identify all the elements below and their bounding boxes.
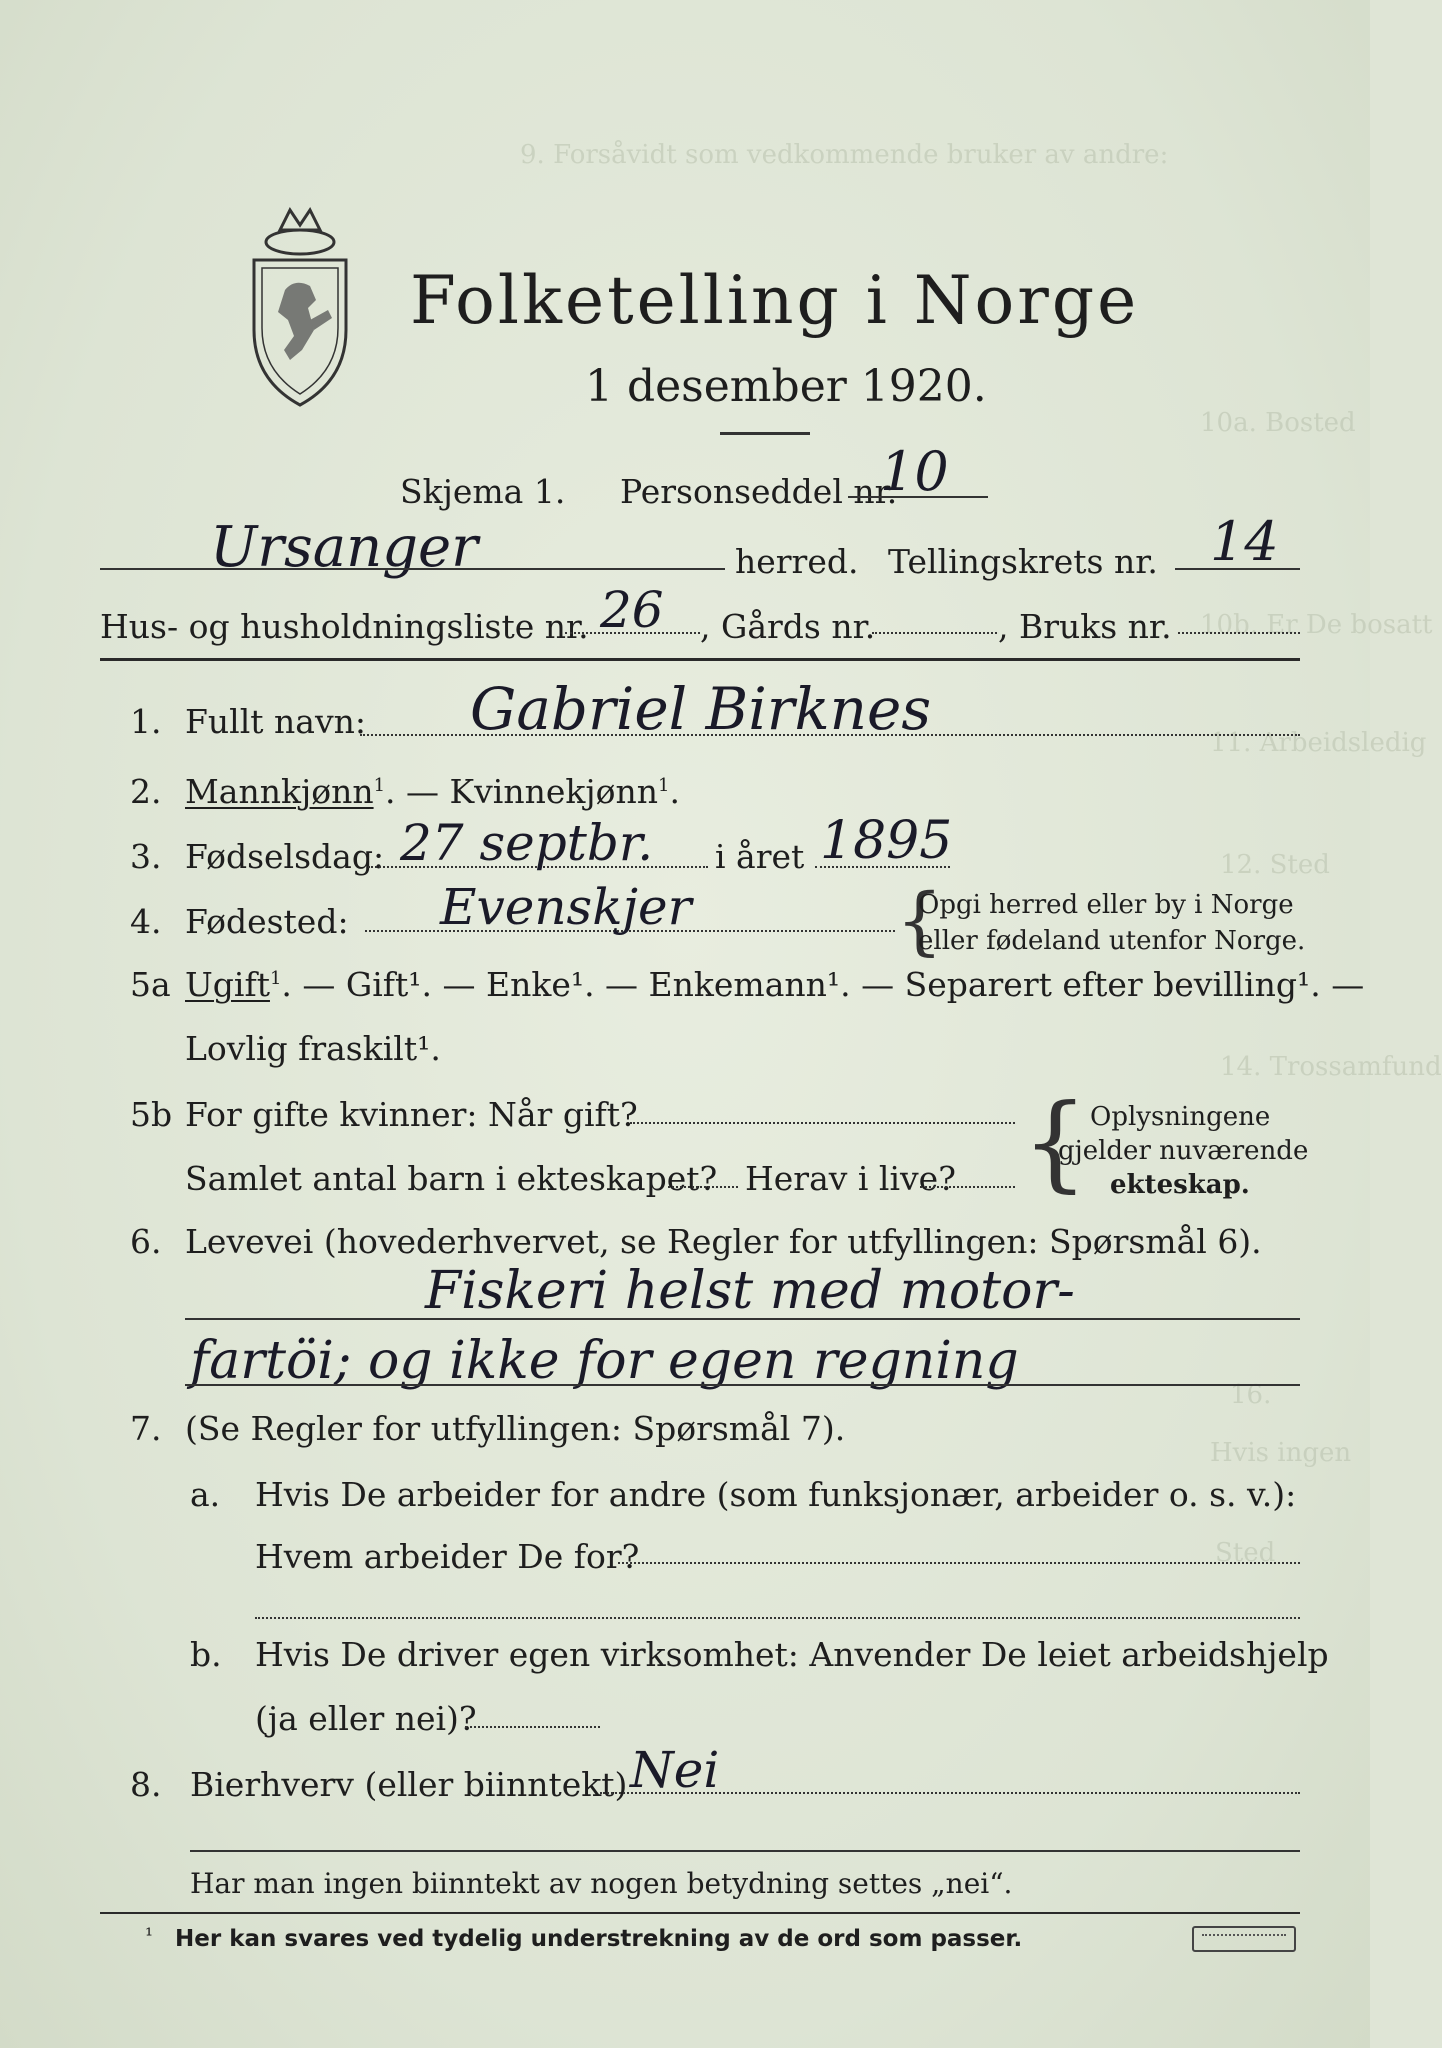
note-brace: { (896, 878, 944, 964)
personseddel-label: Personseddel nr. (620, 472, 898, 511)
footnote-mark: ¹ (145, 1923, 154, 1947)
birthplace-value[interactable]: Evenskjer (440, 878, 692, 936)
q4-label: Fødested: (185, 902, 349, 941)
footnote-text: Her kan svares ved tydelig understrekning av de ord som passer. (175, 1926, 1023, 1952)
bleed-text: 11. Arbeidsledig (1210, 728, 1427, 758)
gards-line (872, 632, 997, 634)
footnote-sup: 1 (658, 775, 670, 796)
bruks-label: , Bruks nr. (998, 607, 1172, 646)
note-brace: { (1022, 1081, 1089, 1203)
full-name-value[interactable]: Gabriel Birknes (470, 675, 932, 743)
employer-line-2 (255, 1617, 1300, 1619)
bleed-text: Hvis ingen (1210, 1438, 1352, 1468)
footer-rule (100, 1912, 1300, 1914)
q3-number: 3. (130, 837, 162, 876)
q6-number: 6. (130, 1222, 162, 1261)
bleed-text: 16. (1230, 1380, 1272, 1410)
q5b-note-2: gjelder nuværende (1058, 1136, 1309, 1166)
bleed-text: 9. Forsåvidt som vedkommende bruker av andre: (520, 140, 1169, 170)
q1-label: Fullt navn: (185, 702, 366, 741)
occupation-line-1 (185, 1318, 1300, 1320)
gards-label: , Gårds nr. (700, 607, 876, 646)
q5b-note-3: ekteskap. (1110, 1170, 1250, 1200)
q3-label: Fødselsdag: (185, 837, 385, 876)
q5b-note-1: Oplysningene (1090, 1102, 1271, 1132)
marital-options[interactable]: — Gift¹. — Enke¹. — Enkemann¹. — Separert efter bevilling¹. — (302, 965, 1365, 1004)
herred-value[interactable]: Ursanger (210, 515, 478, 580)
footer-note: Har man ingen biinntekt av nogen betydning settes „nei“. (190, 1867, 1013, 1900)
personseddel-value[interactable]: 10 (880, 440, 949, 503)
birthplace-note-1: Opgi herred eller by i Norge (918, 890, 1294, 920)
q7a-line1: Hvis De arbeider for andre (som funksjonær, arbeider o. s. v.): (255, 1475, 1297, 1514)
bruks-line (1178, 632, 1300, 634)
q5b-alive-label: Herav i live? (745, 1159, 956, 1198)
header-rule (100, 658, 1300, 661)
ugift-option[interactable]: Ugift (185, 965, 270, 1004)
alive-line (920, 1186, 1015, 1188)
occupation-line-2 (185, 1384, 1300, 1386)
form-title: Folketelling i Norge (410, 262, 1140, 339)
q7a-letter: a. (190, 1475, 221, 1514)
side-income-line-2 (190, 1850, 1300, 1852)
herred-line (100, 568, 725, 570)
q7-number: 7. (130, 1409, 162, 1448)
skjema-label: Skjema 1. (400, 472, 566, 511)
q7-label: (Se Regler for utfyllingen: Spørsmål 7). (185, 1409, 846, 1448)
q5b-line1: For gifte kvinner: Når gift? (185, 1095, 638, 1134)
q5b-children-label: Samlet antal barn i ekteskapet? (185, 1159, 718, 1198)
q8-label: Bierhverv (eller biinntekt) (190, 1765, 628, 1804)
bleed-text: 10b. Er De bosatt (1200, 610, 1433, 640)
q5a-number: 5a (130, 965, 171, 1004)
side-income-value[interactable]: Nei (630, 1741, 720, 1799)
bleed-text: 12. Sted (1220, 850, 1330, 880)
q2-number: 2. (130, 772, 162, 811)
male-option[interactable]: Mannkjønn (185, 772, 374, 811)
husholdning-value[interactable]: 26 (600, 581, 664, 639)
coat-of-arms-icon (240, 200, 360, 410)
bleed-text: 14. Trossamfund (1220, 1052, 1442, 1082)
occupation-value-1[interactable]: Fiskeri helst med motor- (425, 1261, 1075, 1321)
tellingskrets-label: Tellingskrets nr. (888, 542, 1158, 581)
q2-gender: Mannkjønn$^1$. — Kvinnekjønn$^1$. (185, 772, 680, 811)
birthdate-value[interactable]: 27 septbr. (400, 814, 654, 872)
tellingskrets-value[interactable]: 14 (1210, 510, 1279, 573)
husholdning-label: Hus- og husholdningsliste nr. (100, 607, 589, 646)
q8-number: 8. (130, 1765, 162, 1804)
helper-line (465, 1726, 600, 1728)
birthyear-value[interactable]: 1895 (820, 811, 953, 871)
employer-line (618, 1562, 1300, 1564)
year-label: i året (715, 837, 805, 876)
occupation-value-2[interactable]: fartöi; og ikke for egen regning (190, 1331, 1019, 1391)
q5a-options: Ugift$^1$. — Gift¹. — Enke¹. — Enkemann¹. — Separert efter bevilling¹. — (185, 965, 1365, 1004)
form-date: 1 desember 1920. (585, 361, 987, 412)
footnote-sup: 1 (373, 775, 386, 796)
q7a-line2: Hvem arbeider De for? (255, 1537, 640, 1576)
fraskilt-option[interactable]: Lovlig fraskilt¹. (185, 1029, 441, 1068)
birthplace-note-2: eller fødeland utenfor Norge. (918, 926, 1306, 956)
printer-stamp (1192, 1926, 1296, 1952)
bleed-text: 10a. Bosted (1200, 408, 1356, 438)
q7b-line2: (ja eller nei)? (255, 1699, 477, 1738)
q1-number: 1. (130, 702, 162, 741)
married-when-line (630, 1122, 1015, 1124)
children-line (668, 1186, 738, 1188)
q4-number: 4. (130, 902, 162, 941)
female-option[interactable]: Kvinnekjønn (449, 772, 659, 811)
bleed-text: Sted (1215, 1538, 1276, 1568)
q5b-number: 5b (130, 1095, 173, 1134)
q2-sep: . — (385, 772, 450, 811)
q6-label: Levevei (hovederhvervet, se Regler for utfyllingen: Spørsmål 6). (185, 1222, 1262, 1261)
q7b-line1: Hvis De driver egen virksomhet: Anvender De leiet arbeidshjelp (255, 1635, 1329, 1674)
q7b-letter: b. (190, 1635, 222, 1674)
title-divider (720, 432, 810, 435)
herred-label: herred. (735, 542, 859, 581)
